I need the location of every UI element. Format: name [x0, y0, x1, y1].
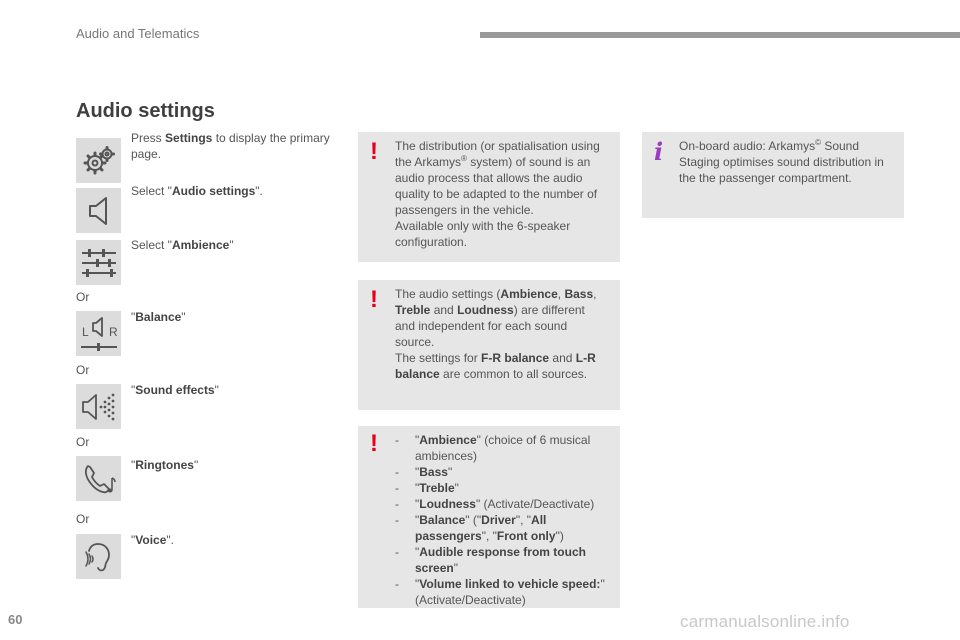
balance-icon-box [76, 311, 121, 356]
section-title: Audio and Telematics [76, 26, 200, 41]
note-bold: Treble [395, 303, 431, 317]
list-dash: - [395, 513, 399, 527]
step-sound-effects [131, 382, 346, 398]
equalizer-icon [79, 247, 119, 279]
step-bold-text: Voice [135, 533, 167, 547]
or-label: Or [76, 290, 90, 304]
list-dash: - [395, 497, 399, 511]
note-bold: Bass [564, 287, 594, 301]
item-text: " (choice of 6 musical ambiences) [415, 433, 591, 463]
step-bold-text: Balance [135, 310, 182, 324]
speaker-icon [84, 195, 114, 227]
step-text: " [229, 238, 234, 252]
balance-lr-icon [78, 314, 120, 354]
item-text: " [453, 561, 458, 575]
step-text: " [193, 458, 199, 472]
or-label: Or [76, 363, 90, 377]
step-text: " [131, 310, 136, 324]
step-text: Select " [131, 184, 172, 198]
balance-right-letter: R [108, 324, 118, 339]
note-text: The distribution (or spatialisation using the Arkamys [395, 139, 600, 169]
item-text: ") [555, 529, 564, 543]
list-dash: - [395, 545, 399, 559]
settings-list [395, 432, 608, 608]
note-bold: L-R balance [395, 351, 596, 381]
step-bold-text: Audio settings [171, 184, 256, 198]
note-text: ) are different and independent for each sound source. [395, 303, 585, 349]
warning-note-settings [358, 280, 620, 410]
phone-ringtone-icon [80, 460, 118, 498]
item-text: " (" [465, 513, 482, 527]
note-body [395, 138, 608, 250]
item-bold: Front only [496, 529, 556, 543]
item-bold: Ambience [419, 433, 477, 447]
item-text: " (Activate/Deactivate) [475, 497, 595, 511]
note-text: The settings for [395, 351, 482, 365]
info-icon: i [654, 137, 664, 166]
list-dash: - [395, 481, 399, 495]
item-bold: Loudness [419, 497, 476, 511]
item-text: " [415, 545, 420, 559]
watermark: carmanualsonline.info [680, 612, 850, 631]
list-item [395, 464, 608, 480]
list-dash: - [395, 465, 399, 479]
item-bold: All passengers [415, 513, 547, 543]
warning-icon: ! [370, 286, 378, 313]
step-bold-text: Ambience [171, 238, 230, 252]
note-text: Available only with the 6-speaker configuration. [395, 219, 571, 249]
note-text: , [557, 287, 565, 301]
voice-icon [80, 538, 118, 576]
item-text: " [415, 481, 420, 495]
item-text: " [415, 497, 420, 511]
step-text: " [181, 310, 186, 324]
step-text: ". [166, 533, 174, 547]
step-text: " [131, 458, 136, 472]
step-bold-text: Ringtones [135, 458, 194, 472]
copyright-mark: © [815, 138, 821, 147]
settings-gears-icon [81, 143, 117, 179]
item-text: ", " [481, 529, 497, 543]
item-text: " [415, 577, 420, 591]
item-bold: Treble [419, 481, 455, 495]
list-item [395, 480, 608, 496]
item-bold: Bass [419, 465, 448, 479]
step-balance [131, 309, 346, 325]
step-text: ". [255, 184, 263, 198]
page-number: 60 [8, 612, 23, 627]
list-item [395, 576, 608, 608]
item-text: " (Activate/Deactivate) [415, 577, 605, 607]
sound-effects-icon-box [76, 384, 121, 429]
or-label: Or [76, 435, 90, 449]
note-text: and [430, 303, 458, 317]
step-voice [131, 532, 346, 548]
note-bold: Loudness [457, 303, 514, 317]
step-text: Select " [131, 238, 172, 252]
step-text: " [131, 383, 136, 397]
item-text: " [415, 513, 420, 527]
note-body [395, 432, 608, 608]
step-text: " [131, 533, 136, 547]
note-body [679, 138, 892, 186]
voice-icon-box [76, 534, 121, 579]
item-bold: Balance [419, 513, 466, 527]
note-text: and [549, 351, 576, 365]
note-text: On-board audio: Arkamys [679, 139, 816, 153]
item-bold: Volume linked to vehicle speed: [419, 577, 601, 591]
step-press-settings [131, 130, 346, 162]
ambience-icon-box [76, 240, 121, 285]
step-ringtones [131, 457, 346, 473]
item-text: " [415, 433, 420, 447]
step-text: " [214, 383, 219, 397]
registered-mark: ® [461, 154, 467, 163]
list-item [395, 512, 608, 544]
list-dash: - [395, 433, 399, 447]
list-item [395, 496, 608, 512]
item-text: " [447, 465, 453, 479]
balance-left-letter: L [81, 324, 89, 339]
step-select-audio-settings [131, 183, 346, 199]
step-bold-text: Sound effects [135, 383, 215, 397]
item-text: ", " [515, 513, 532, 527]
or-label: Or [76, 512, 90, 526]
list-dash: - [395, 577, 399, 591]
note-text: are common to all sources. [439, 367, 588, 381]
item-bold: Driver [481, 513, 516, 527]
note-text: The audio settings ( [395, 287, 501, 301]
item-text: " [415, 465, 420, 479]
note-bold: Ambience [500, 287, 558, 301]
note-text: , [593, 287, 597, 301]
list-item [395, 432, 608, 464]
sound-effects-icon [79, 390, 119, 424]
item-bold: Audible response from touch screen [415, 545, 586, 575]
settings-icon-box [76, 138, 121, 183]
item-text: " [454, 481, 459, 495]
warning-icon: ! [370, 138, 378, 165]
step-text: to display the primary page. [131, 131, 330, 161]
warning-note-settings-list [358, 426, 620, 608]
header-divider-bar [480, 32, 960, 38]
info-note-arkamys [642, 132, 904, 218]
page-title: Audio settings [76, 100, 215, 122]
step-bold-text: Settings [165, 131, 213, 145]
note-body [395, 286, 608, 382]
warning-icon: ! [370, 430, 378, 457]
list-item [395, 544, 608, 576]
step-select-ambience [131, 237, 346, 253]
note-text: system) of sound is an audio process that allows the audio quality to be adapted to the number of passengers in the vehicle. [395, 155, 598, 217]
step-text: Press [131, 131, 166, 145]
audio-icon-box [76, 188, 121, 233]
note-bold: F-R balance [481, 351, 550, 365]
ringtones-icon-box [76, 456, 121, 501]
warning-note-distribution [358, 132, 620, 262]
note-text: Sound Staging optimises sound distribution in the the passenger compartment. [679, 139, 884, 185]
